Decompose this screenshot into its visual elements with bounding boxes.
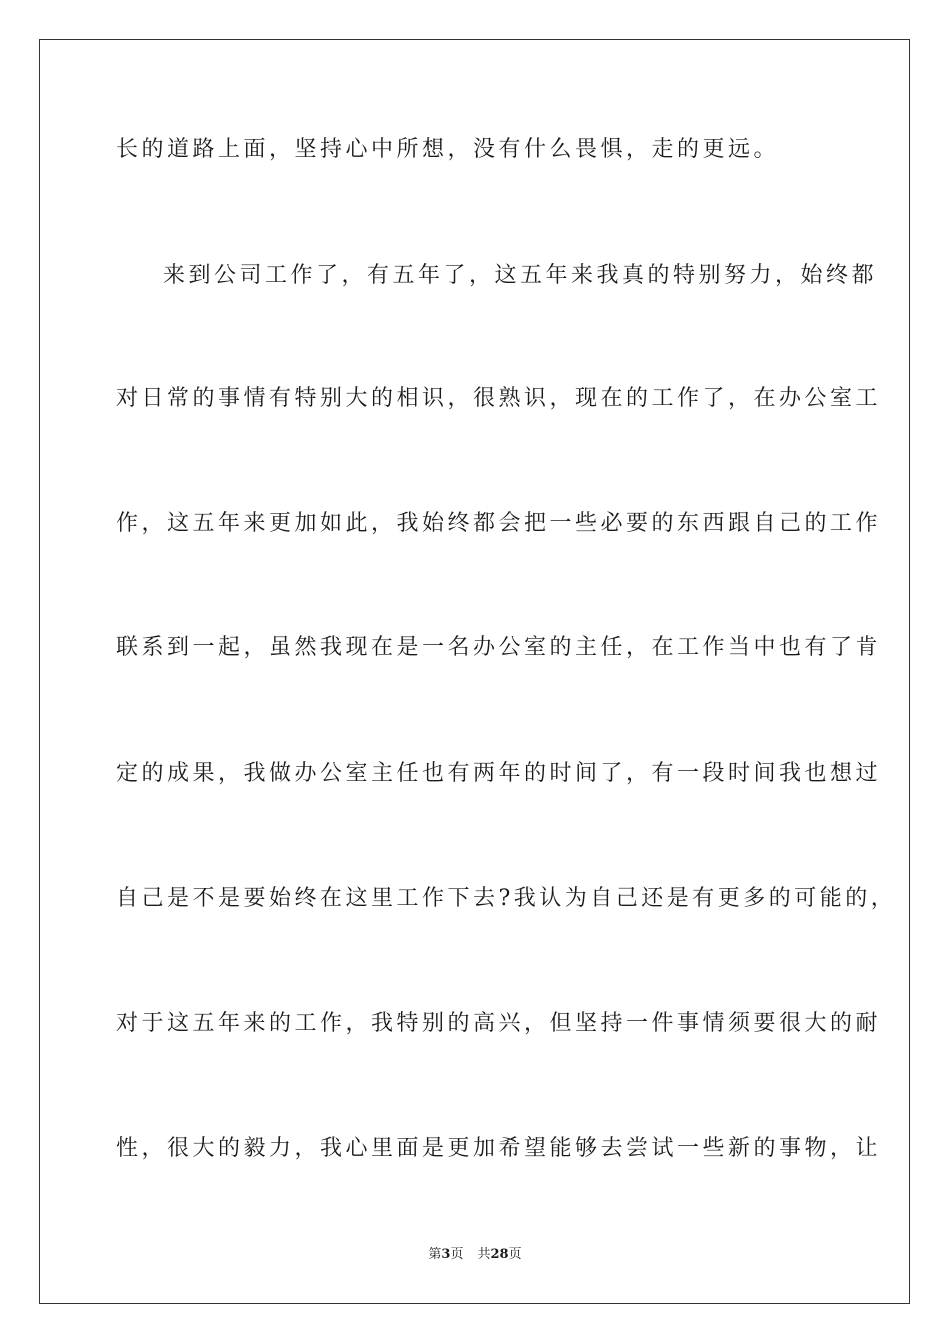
paragraph-line-6: 定的成果，我做办公室主任也有两年的时间了，有一段时间我也想过 (116, 761, 882, 786)
paragraph-line-5: 联系到一起，虽然我现在是一名办公室的主任，在工作当中也有了肯 (116, 635, 882, 660)
page-footer (0, 1246, 950, 1264)
paragraph-line-4: 作，这五年来更加如此，我始终都会把一些必要的东西跟自己的工作 (116, 511, 882, 536)
total-prefix: 共 (477, 1247, 491, 1262)
paragraph-line-1: 长的道路上面，坚持心中所想，没有什么畏惧，走的更远。 (116, 137, 780, 162)
total-pages: 28 (490, 1247, 509, 1262)
paragraph-line-2: 来到公司工作了，有五年了，这五年来我真的特别努力，始终都 (163, 263, 878, 288)
page-border (39, 39, 910, 1304)
page-number: 3 (441, 1247, 451, 1262)
paragraph-line-7: 自己是不是要始终在这里工作下去?我认为自己还是有更多的可能的， (116, 886, 897, 911)
paragraph-line-8: 对于这五年来的工作，我特别的高兴，但坚持一件事情须要很大的耐 (116, 1011, 882, 1036)
total-suffix: 页 (508, 1247, 522, 1262)
paragraph-line-3: 对日常的事情有特别大的相识，很熟识，现在的工作了，在办公室工 (116, 386, 882, 411)
page-suffix: 页 (450, 1247, 464, 1262)
page-prefix: 第 (428, 1247, 442, 1262)
paragraph-line-9: 性，很大的毅力，我心里面是更加希望能够去尝试一些新的事物，让 (116, 1136, 882, 1161)
